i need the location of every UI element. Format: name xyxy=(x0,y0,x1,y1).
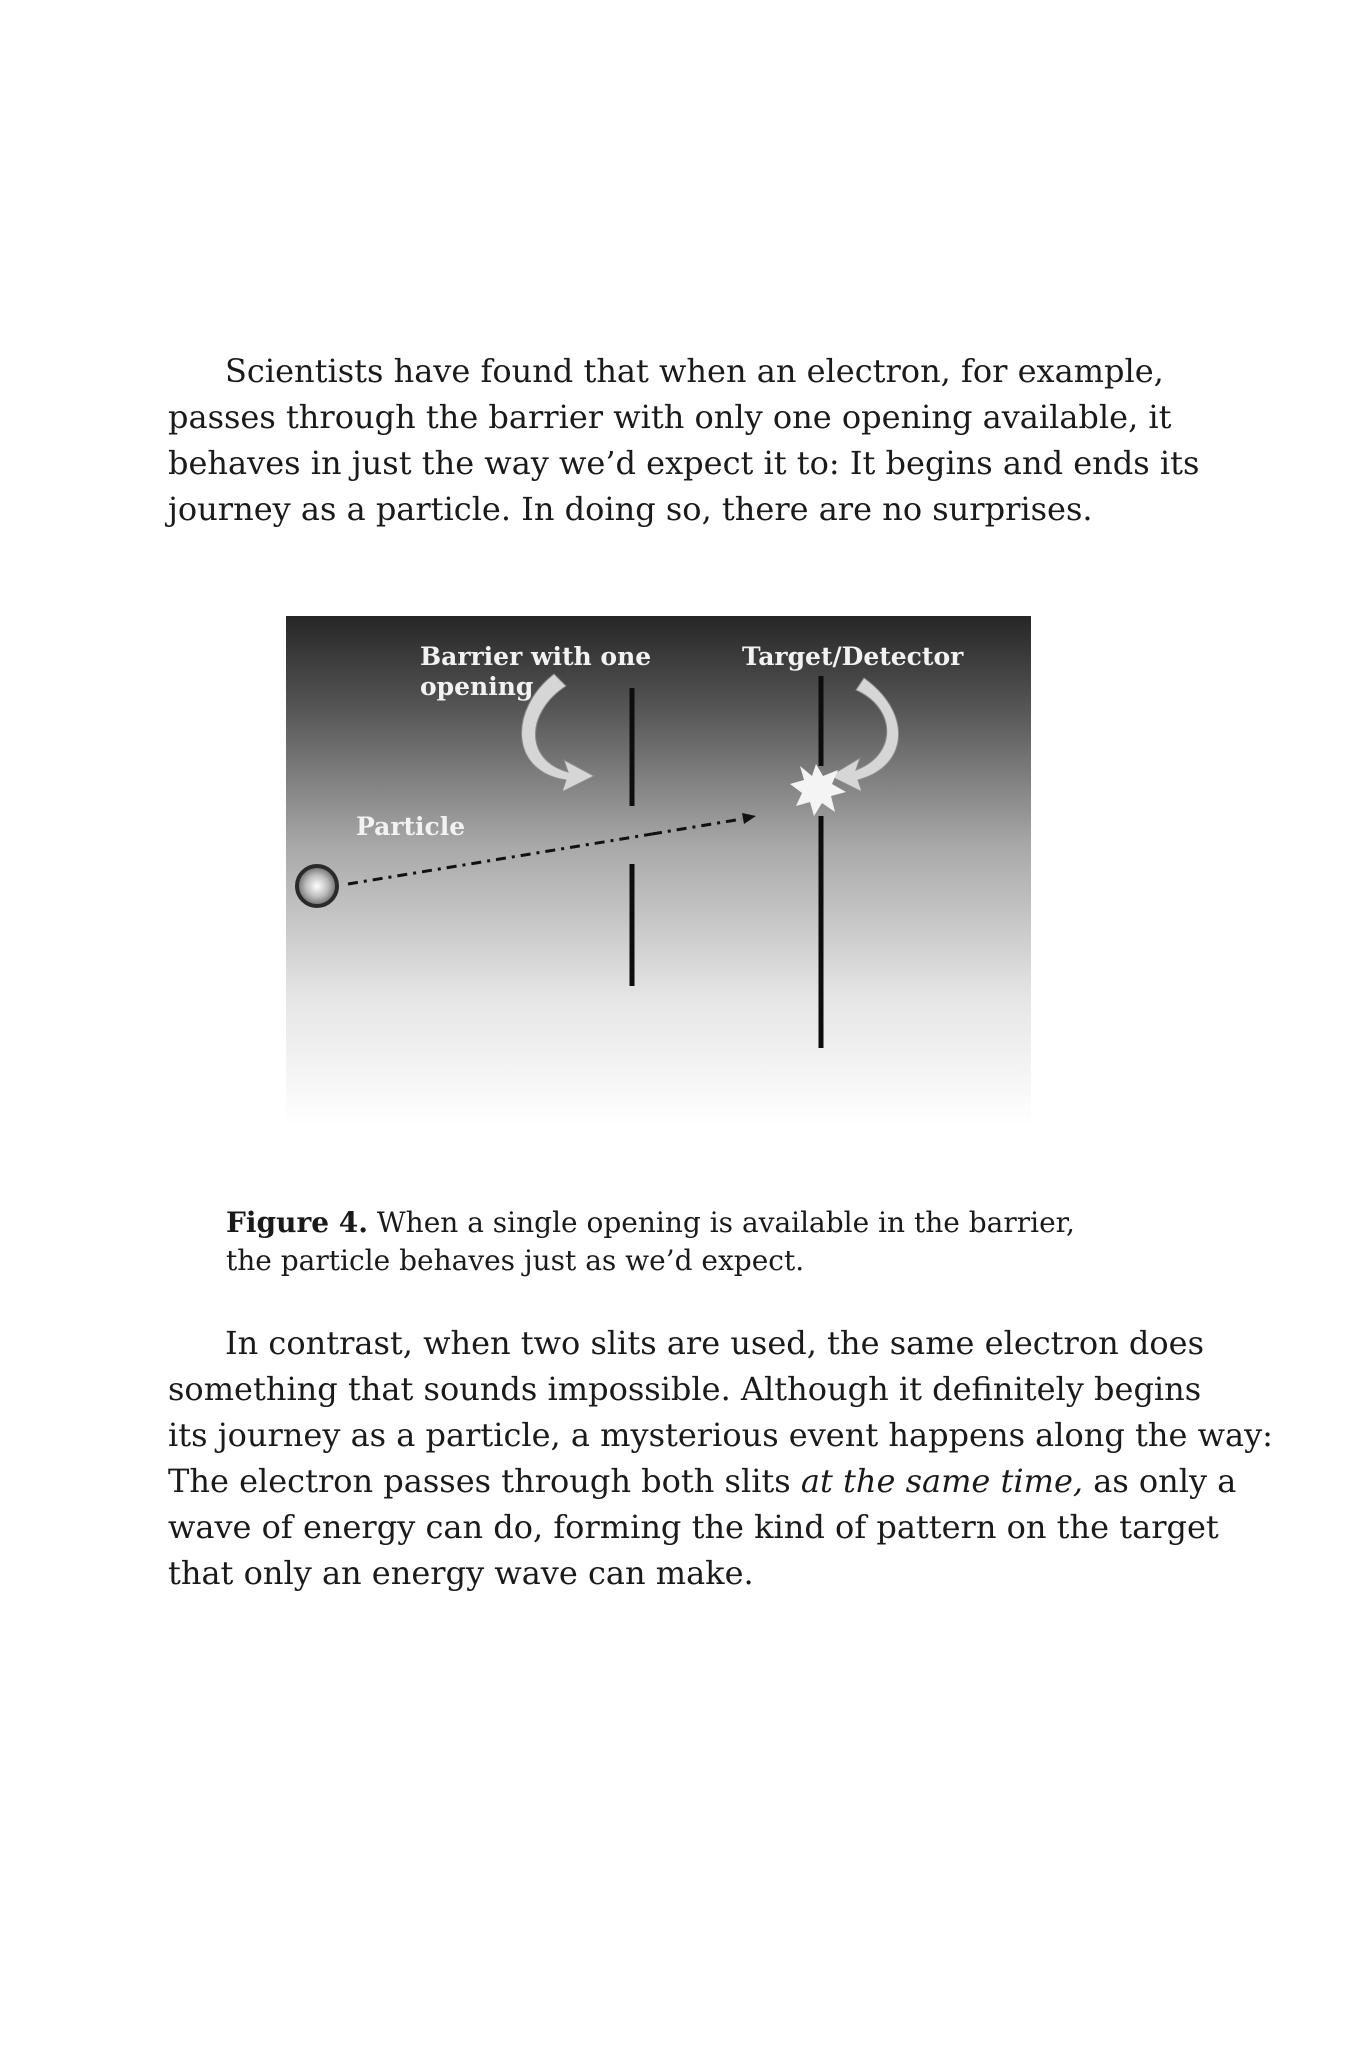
paragraph-contrast xyxy=(168,1320,1273,1596)
figure-background xyxy=(286,616,1031,1126)
sphere-icon xyxy=(297,866,337,906)
paragraph-line: its journey as a particle, a mysterious event happens along the way: xyxy=(168,1416,1273,1454)
paragraph-line: journey as a particle. In doing so, there are no surprises. xyxy=(168,490,1093,528)
barrier-label: Barrier with one xyxy=(420,642,652,671)
paragraph-line: Scientists have found that when an electron, for example, xyxy=(225,352,1164,390)
paragraph-line: something that sounds impossible. Although it definitely begins xyxy=(168,1370,1202,1408)
line-text: as only a xyxy=(1083,1462,1237,1500)
line-text: The electron passes through both slits xyxy=(168,1462,801,1500)
emphasis-text: at the same time, xyxy=(800,1462,1084,1500)
figure-caption xyxy=(226,1204,1106,1280)
paragraph-line: wave of energy can do, forming the kind of pattern on the target xyxy=(168,1508,1219,1546)
paragraph-line: In contrast, when two slits are used, the same electron does xyxy=(225,1324,1204,1362)
particle-label: Particle xyxy=(356,812,466,841)
target-label: Target/Detector xyxy=(742,642,964,671)
paragraph-line: passes through the barrier with only one opening available, it xyxy=(168,398,1172,436)
caption-text: When a single opening is available in the barrier, the particle behaves just as we’d expect. xyxy=(226,1206,1075,1277)
barrier-label-line2: opening xyxy=(420,672,534,701)
figure-single-slit-diagram xyxy=(286,616,1031,1126)
figure-number: Figure 4. xyxy=(226,1206,368,1239)
paragraph-intro xyxy=(168,348,1200,532)
paragraph-line: that only an energy wave can make. xyxy=(168,1554,754,1592)
paragraph-line: behaves in just the way we’d expect it to: It begins and ends its xyxy=(168,444,1200,482)
paragraph-line-with-emphasis xyxy=(168,1458,1237,1504)
